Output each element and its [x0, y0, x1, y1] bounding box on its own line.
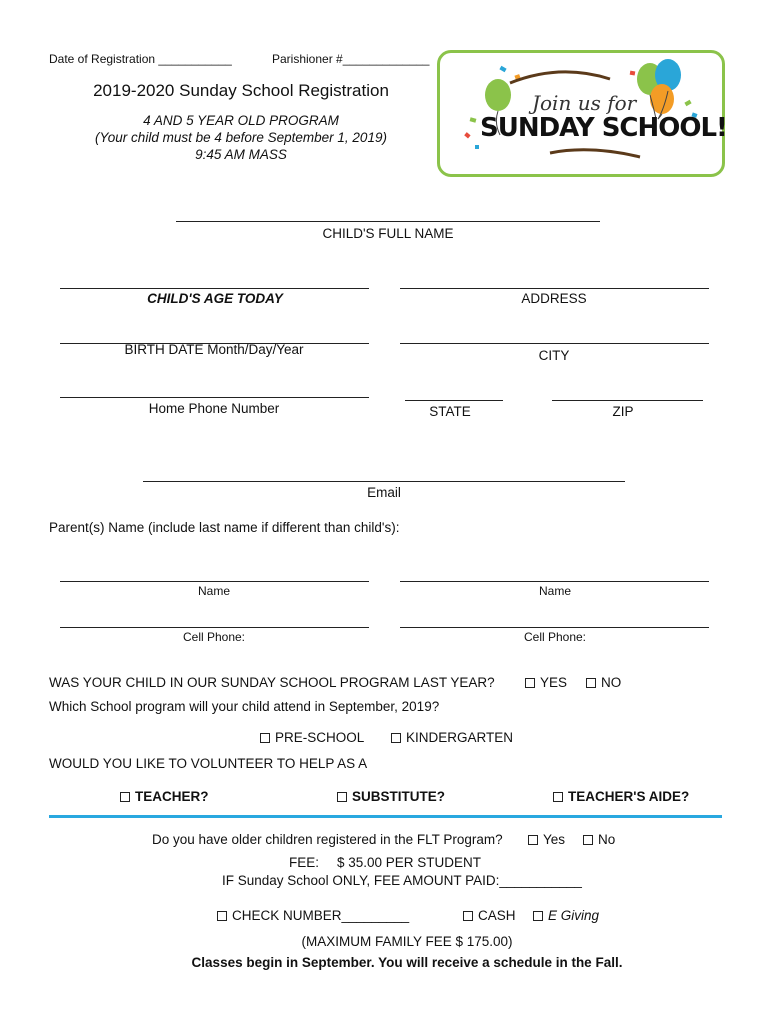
zip-line[interactable]	[552, 400, 703, 401]
home-phone-line[interactable]	[60, 397, 369, 398]
older-children-yes-checkbox[interactable]	[528, 832, 565, 847]
kindergarten-checkbox[interactable]	[391, 730, 513, 745]
zip-label: ZIP	[612, 404, 634, 419]
volunteer-question: WOULD YOU LIKE TO VOLUNTEER TO HELP AS A	[49, 756, 368, 771]
check-number-checkbox[interactable]	[217, 908, 409, 923]
parent-name-label-right: Name	[538, 584, 572, 598]
child-age-line[interactable]	[60, 288, 369, 289]
teacher-checkbox[interactable]	[120, 789, 209, 804]
parishioner-number[interactable]: Parishioner #_____________	[272, 52, 430, 66]
cash-label: CASH	[478, 908, 516, 923]
parent-name-label-left: Name	[197, 584, 231, 598]
date-of-registration[interactable]: Date of Registration ___________	[49, 52, 232, 66]
sunday-school-logo	[437, 50, 725, 177]
logo-line1: Join us for	[532, 91, 637, 115]
email-line[interactable]	[143, 481, 625, 482]
program-subtitle: 4 AND 5 YEAR OLD PROGRAM	[143, 113, 339, 128]
parent-name-line-left[interactable]	[60, 581, 369, 582]
cell-phone-line-right[interactable]	[400, 627, 709, 628]
max-family-fee: (MAXIMUM FAMILY FEE $ 175.00)	[301, 934, 513, 949]
address-label: ADDRESS	[521, 291, 587, 306]
fee-value: $ 35.00 PER STUDENT	[337, 855, 482, 870]
classes-begin-note: Classes begin in September. You will receive a schedule in the Fall.	[191, 955, 623, 970]
child-name-line[interactable]	[176, 221, 600, 222]
mass-time: 9:45 AM MASS	[195, 147, 287, 162]
kindergarten-label: KINDERGARTEN	[406, 730, 514, 745]
home-phone-label: Home Phone Number	[148, 401, 280, 416]
older-children-no-checkbox[interactable]	[583, 832, 615, 847]
state-line[interactable]	[405, 400, 503, 401]
cell-phone-label-right: Cell Phone:	[523, 630, 587, 644]
which-program-question: Which School program will your child attend in September, 2019?	[49, 699, 440, 714]
older-children-no-label: No	[598, 832, 616, 847]
age-requirement: (Your child must be 4 before September 1, 2019)	[95, 130, 387, 145]
check-number-label: CHECK NUMBER_________	[232, 908, 410, 923]
state-label: STATE	[429, 404, 471, 419]
sunday-only-fee[interactable]: IF Sunday School ONLY, FEE AMOUNT PAID:___________	[222, 873, 582, 888]
substitute-label: SUBSTITUTE?	[352, 789, 445, 804]
teacher-label: TEACHER?	[135, 789, 209, 804]
last-year-yes-label: YES	[540, 675, 568, 690]
email-label: Email	[367, 485, 401, 500]
section-divider	[49, 815, 722, 818]
fee-label: FEE:	[289, 855, 320, 870]
e-giving-checkbox[interactable]	[533, 908, 599, 923]
older-children-question: Do you have older children registered in the FLT Program?	[152, 832, 503, 847]
city-line[interactable]	[400, 343, 709, 344]
child-age-label: CHILD'S AGE TODAY	[147, 291, 283, 306]
last-year-question: WAS YOUR CHILD IN OUR SUNDAY SCHOOL PROGRAM LAST YEAR?	[49, 675, 495, 690]
parent-name-line-right[interactable]	[400, 581, 709, 582]
cash-checkbox[interactable]	[463, 908, 516, 923]
preschool-checkbox[interactable]	[260, 730, 364, 745]
older-children-yes-label: Yes	[543, 832, 566, 847]
cell-phone-line-left[interactable]	[60, 627, 369, 628]
teachers-aide-checkbox[interactable]	[553, 789, 689, 804]
last-year-no-label: NO	[601, 675, 622, 690]
last-year-yes-checkbox[interactable]	[525, 675, 567, 690]
birth-date-label: BIRTH DATE Month/Day/Year	[124, 342, 304, 357]
preschool-label: PRE-SCHOOL	[275, 730, 365, 745]
substitute-checkbox[interactable]	[337, 789, 445, 804]
logo-line2: SUNDAY SCHOOL!	[480, 113, 727, 143]
address-line[interactable]	[400, 288, 709, 289]
child-full-name-label: CHILD'S FULL NAME	[322, 226, 454, 241]
last-year-no-checkbox[interactable]	[586, 675, 621, 690]
teachers-aide-label: TEACHER'S AIDE?	[568, 789, 690, 804]
parents-heading: Parent(s) Name (include last name if different than child's):	[49, 520, 400, 535]
cell-phone-label-left: Cell Phone:	[182, 630, 246, 644]
page-title: 2019-2020 Sunday School Registration	[93, 81, 389, 100]
city-label: CITY	[538, 348, 570, 363]
e-giving-label: E Giving	[548, 908, 600, 923]
